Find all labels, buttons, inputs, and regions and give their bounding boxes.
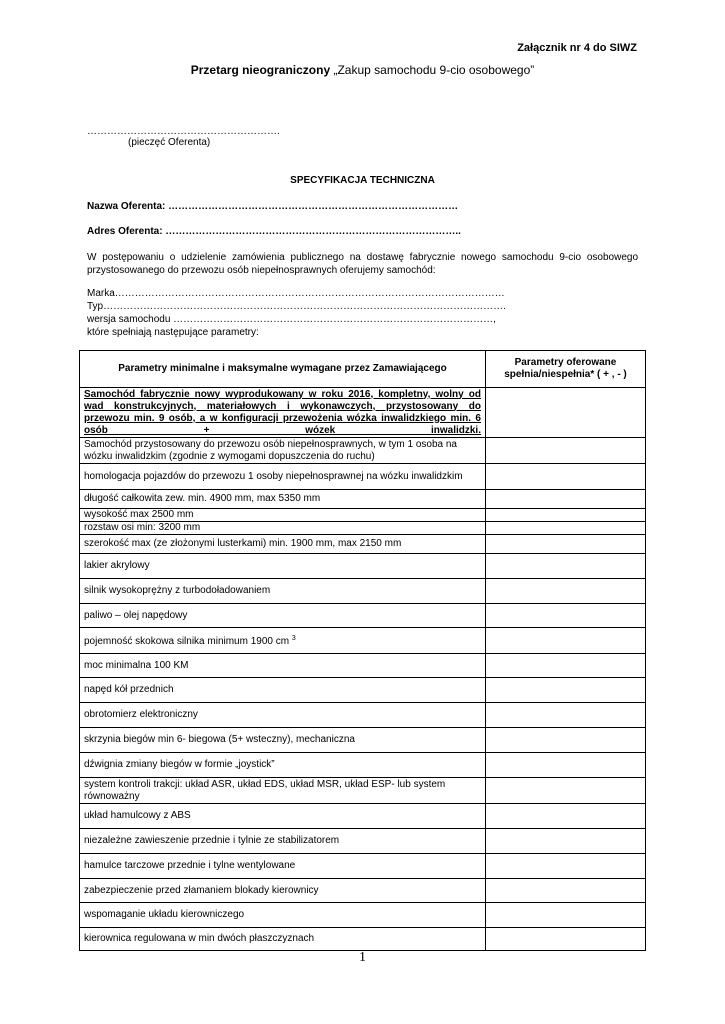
param-cell [80, 628, 486, 654]
offer-cell [486, 728, 646, 753]
table-row [80, 854, 646, 879]
offer-cell [486, 490, 646, 509]
stamp-label: (pieczęć Oferenta) [128, 137, 211, 148]
param-cell: lakier akrylowy [80, 554, 486, 579]
param-cell: Samochód przystosowany do przewozu osób niepełnosprawnych, w tym 1 osoba na wózku inwalidzkim (zgodnie z wymogami dopuszczenia do ruchu) [80, 438, 486, 464]
attachment-label: Załącznik nr 4 do SIWZ [517, 42, 637, 54]
table-row [80, 628, 646, 654]
offer-cell [486, 438, 646, 464]
table-row [80, 804, 646, 829]
param-cell: moc minimalna 100 KM [80, 654, 486, 678]
param-cell: rozstaw osi min: 3200 mm [80, 522, 486, 535]
param-cell: kierownica regulowana w min dwóch płaszczyznach [80, 928, 486, 951]
table-row [80, 829, 646, 854]
param-cell: skrzynia biegów min 6- biegowa (5+ wsteczny), mechaniczna [80, 728, 486, 753]
table-row [80, 678, 646, 703]
param-cell: obrotomierz elektroniczny [80, 703, 486, 728]
offer-cell [486, 554, 646, 579]
table-row [80, 490, 646, 509]
param-cell: homologacja pojazdów do przewozu 1 osoby niepełnosprawnej na wózku inwalidzkim [80, 464, 486, 490]
table-row [80, 464, 646, 490]
table-row [80, 522, 646, 535]
offer-cell [486, 854, 646, 879]
table-row [80, 654, 646, 678]
table-row [80, 535, 646, 554]
param-cell: szerokość max (ze złożonymi lusterkami) min. 1900 mm, max 2150 mm [80, 535, 486, 554]
offer-cell [486, 753, 646, 778]
param-cell: napęd kół przednich [80, 678, 486, 703]
param-cell: wysokość max 2500 mm [80, 509, 486, 522]
offer-cell [486, 604, 646, 628]
param-cell: niezależne zawieszenie przednie i tylnie ze stabilizatorem [80, 829, 486, 854]
version-field: wersja samochodu ……………………………………………………………………………………, [87, 314, 496, 325]
vehicle-fields [87, 287, 506, 339]
page-number: 1 [359, 950, 366, 965]
table-row [80, 554, 646, 579]
table-row [80, 879, 646, 903]
offeror-address-line: Adres Oferenta: …………………………………………………………………………….. [87, 226, 461, 237]
table-row [80, 778, 646, 804]
offer-cell [486, 804, 646, 829]
offer-cell [486, 703, 646, 728]
table-row [80, 703, 646, 728]
param-cell: wspomaganie układu kierowniczego [80, 903, 486, 928]
stamp-placeholder: …………………………………………………. [87, 126, 280, 137]
offer-cell [486, 628, 646, 654]
table-row [80, 753, 646, 778]
superscript: 3 [291, 635, 296, 642]
header-params: Parametry minimalne i maksymalne wymagane przez Zamawiającego [80, 351, 486, 388]
offer-cell [486, 678, 646, 703]
tender-type: Przetarg nieograniczony [190, 63, 331, 77]
table-row [80, 388, 646, 438]
offer-cell [486, 522, 646, 535]
table-row [80, 438, 646, 464]
table-row [80, 903, 646, 928]
table-row [80, 728, 646, 753]
param-text: pojemność skokowa silnika minimum 1900 cm [84, 636, 290, 647]
spec-table [79, 350, 646, 951]
tender-subject: „Zakup samochodu 9-cio osobowego” [333, 63, 535, 77]
param-cell: Samochód fabrycznie nowy wyprodukowany w roku 2016, kompletny, wolny od wad konstrukcyjnych, materiałowych i wykonawczych, przystosowany do przewozu min. 9 osób, a w konfiguracji przewożenia wózka inwalidzkiego min. 6 osób + wózek inwalidzki. [80, 388, 486, 438]
offer-cell [486, 654, 646, 678]
document-title: SPECYFIKACJA TECHNICZNA [290, 175, 435, 186]
offer-cell [486, 579, 646, 604]
offer-cell [486, 829, 646, 854]
param-cell: system kontroli trakcji: układ ASR, układ EDS, układ MSR, układ ESP- lub system równoważny [80, 778, 486, 804]
offer-cell [486, 903, 646, 928]
offer-cell [486, 535, 646, 554]
param-cell: dźwignia zmiany biegów w formie „joystick” [80, 753, 486, 778]
offer-cell [486, 464, 646, 490]
param-cell: paliwo – olej napędowy [80, 604, 486, 628]
table-header-row [80, 351, 646, 388]
param-cell: układ hamulcowy z ABS [80, 804, 486, 829]
table-row [80, 579, 646, 604]
param-cell: hamulce tarczowe przednie i tylne wentylowane [80, 854, 486, 879]
intro-paragraph: W postępowaniu o udzielenie zamówienia publicznego na dostawę fabrycznie nowego samochodu 9-cio osobowego przystosowanego do przewozu osób niepełnosprawnych oferujemy samochód: [87, 252, 638, 276]
param-cell: silnik wysokoprężny z turbodoładowaniem [80, 579, 486, 604]
brand-field: Marka……………………………………………………………………………………………………… [87, 288, 505, 299]
offer-cell [486, 509, 646, 522]
param-cell: długość całkowita zew. min. 4900 mm, max 5350 mm [80, 490, 486, 509]
table-row [80, 928, 646, 951]
type-field: Typ…………………………………………………………………………………………………………. [87, 301, 506, 312]
table-row [80, 604, 646, 628]
offer-cell [486, 879, 646, 903]
offeror-name-line: Nazwa Oferenta: …………………………………………………………………………… [87, 201, 459, 212]
tender-title [0, 63, 725, 77]
param-cell: zabezpieczenie przed złamaniem blokady kierownicy [80, 879, 486, 903]
parameters-intro: które spełniają następujące parametry: [87, 327, 259, 338]
offer-cell [486, 388, 646, 438]
header-offered: Parametry oferowane spełnia/niespełnia* ( + , - ) [486, 351, 646, 388]
offer-cell [486, 778, 646, 804]
table-row [80, 509, 646, 522]
offer-cell [486, 928, 646, 951]
